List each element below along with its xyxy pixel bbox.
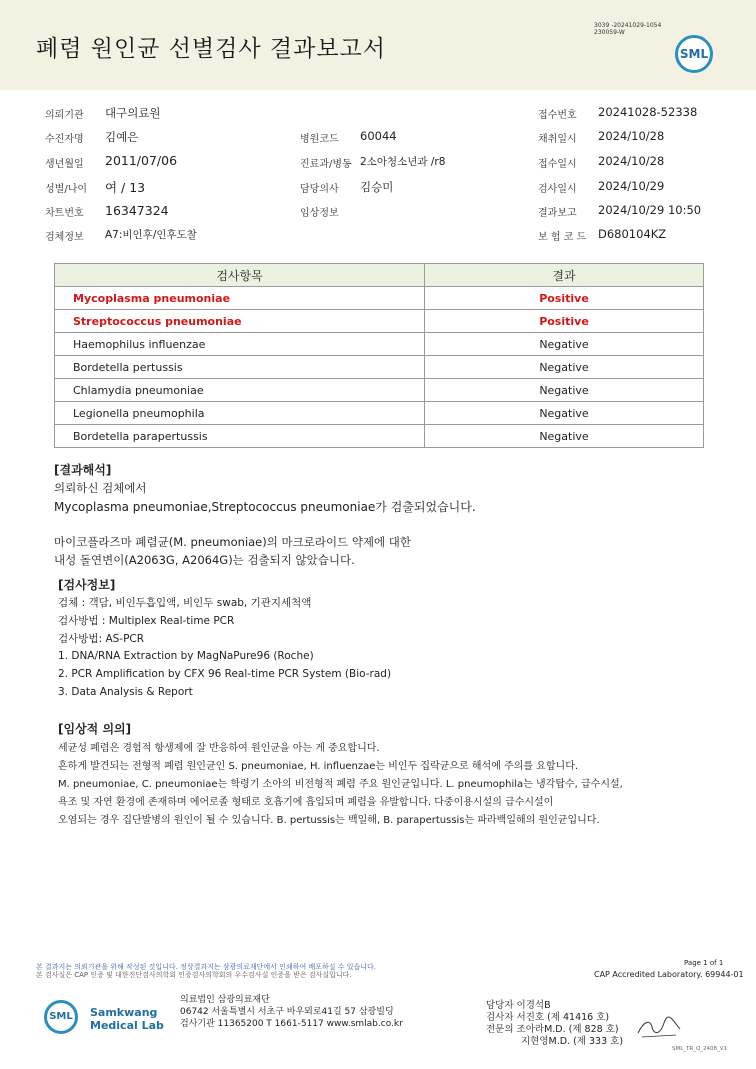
sml-logo: SML [675, 35, 713, 73]
info-value: 20241028-52338 [598, 105, 698, 119]
info-label: 의뢰기관 [45, 110, 84, 121]
staff-line: 지현영M.D. (제 333 호) [521, 1036, 624, 1047]
results-table [54, 263, 704, 448]
test-item: Streptococcus pneumoniae [55, 310, 425, 333]
test-result: Negative [425, 333, 704, 356]
info-label: 접수번호 [538, 110, 577, 121]
test-info-line: 검사방법 : Multiplex Real-time PCR [58, 615, 235, 627]
info-value: A7:비인후/인후도찰 [105, 229, 197, 241]
form-code: SML_TR_Q_2408_V1 [672, 1046, 728, 1052]
test-item: Chlamydia pneumoniae [55, 379, 425, 402]
document-code-line1: 3039 -20241029-1054 [594, 22, 662, 29]
info-label: 보 험 코 드 [538, 232, 587, 243]
clinical-title: [임상적 의의] [58, 722, 132, 736]
company-name [90, 1006, 164, 1032]
sml-footer-logo: SML [44, 1000, 78, 1034]
test-result: Negative [425, 356, 704, 379]
staff-line: 검사자 서진호 (제 41416 호) [486, 1012, 610, 1023]
clinical-line: 세균성 폐렴은 경험적 항생제에 잘 반응하여 원인균을 아는 게 중요합니다. [58, 743, 380, 754]
test-item: Legionella pneumophila [55, 402, 425, 425]
address-line: 검사기관 11365200 T 1661-5117 www.smlab.co.kr [180, 1019, 403, 1029]
info-label: 결과보고 [538, 208, 577, 219]
test-info-line: 검사방법: AS-PCR [58, 633, 145, 645]
clinical-line: 오염되는 경우 집단발병의 원인이 될 수 있습니다. B. pertussis는 백일해, B. parapertussis는 파라백일해의 원인균입니다. [58, 815, 600, 826]
info-label: 수진자명 [45, 134, 84, 145]
info-value: 대구의료원 [105, 106, 161, 120]
interpretation-line: 마이코플라즈마 폐렴균(M. pneumoniae)의 마크로라이드 약제에 대한 [54, 535, 412, 549]
address-line: 06742 서울특별시 서초구 바우뫼로41길 57 삼광빌딩 [180, 1007, 394, 1017]
footer-note: 본 결과지는 의뢰기관을 위해 작성된 것입니다. 정상결과지는 삼광의료재단에서 인쇄하여 배포하실 수 있습니다. [36, 963, 376, 971]
info-label: 검체정보 [45, 232, 84, 243]
info-label: 생년월일 [45, 159, 84, 170]
test-info-line: 검체 : 객담, 비인두흡입액, 비인두 swab, 기관지세척액 [58, 597, 312, 609]
info-label: 병원코드 [300, 134, 339, 145]
document-code [594, 22, 661, 36]
info-value: 2소아청소년과 /r8 [360, 156, 446, 168]
table-row [55, 356, 704, 379]
info-value: 여 / 13 [105, 180, 146, 195]
staff-line: 담당자 이경석B [486, 1000, 551, 1011]
company-name-line2: Medical Lab [90, 1019, 164, 1032]
clinical-line: 욕조 및 자연 환경에 존재하며 에어로졸 형태로 호흡기에 흡입되며 폐렴을 유발합니다. 다중이용시설의 급수시설이 [58, 797, 554, 808]
interpretation-line: Mycoplasma pneumoniae,Streptococcus pneumoniae가 검출되었습니다. [54, 500, 476, 514]
info-label: 담당의사 [300, 184, 339, 195]
test-info-line: 2. PCR Amplification by CFX 96 Real-time PCR System (Bio-rad) [58, 668, 392, 680]
table-row [55, 333, 704, 356]
info-value: D680104KZ [598, 227, 667, 241]
test-result: Negative [425, 402, 704, 425]
info-value: 2024/10/29 [598, 179, 665, 193]
info-label: 진료과/병동 [300, 159, 352, 170]
test-info-line: 3. Data Analysis & Report [58, 686, 193, 698]
page-title: 폐렴 원인균 선별검사 결과보고서 [36, 36, 386, 62]
test-item: Bordetella pertussis [55, 356, 425, 379]
interpretation-line: 의뢰하신 검체에서 [54, 481, 147, 495]
test-result: Negative [425, 379, 704, 402]
info-label: 접수일시 [538, 159, 577, 170]
info-value: 2024/10/29 10:50 [598, 203, 702, 217]
info-value: 2011/07/06 [105, 153, 178, 168]
info-value: 60044 [360, 129, 397, 143]
test-item: Bordetella parapertussis [55, 425, 425, 448]
address-line: 의료법인 삼광의료재단 [180, 995, 270, 1005]
table-header-row [55, 264, 704, 287]
column-header-result: 결과 [425, 264, 704, 287]
info-label: 채취일시 [538, 134, 577, 145]
test-info-line: 1. DNA/RNA Extraction by MagNaPure96 (Roche) [58, 650, 314, 662]
company-name-line1: Samkwang [90, 1006, 158, 1019]
test-item: Haemophilus influenzae [55, 333, 425, 356]
table-row [55, 287, 704, 310]
info-value: 2024/10/28 [598, 129, 665, 143]
info-label: 차트번호 [45, 208, 84, 219]
interpretation-title: [결과해석] [54, 463, 112, 477]
info-label: 임상정보 [300, 208, 339, 219]
table-row [55, 425, 704, 448]
footer-note: 본 검사실은 CAP 인증 및 대한진단검사의학회 인증검사의학회의 우수검사실 인증을 받은 검사실입니다. [36, 971, 352, 979]
document-code-line2: 230059-W [594, 29, 625, 36]
test-info-title: [검사정보] [58, 578, 116, 592]
test-result: Positive [425, 287, 704, 310]
info-value: 김승미 [360, 180, 394, 194]
column-header-item: 검사항목 [55, 264, 425, 287]
page-number: Page 1 of 1 [684, 959, 724, 967]
info-label: 검사일시 [538, 184, 577, 195]
signature-icon [636, 1015, 682, 1041]
staff-line: 전문의 조아라M.D. (제 828 호) [486, 1024, 619, 1035]
test-result: Positive [425, 310, 704, 333]
test-result: Negative [425, 425, 704, 448]
table-row [55, 379, 704, 402]
table-row [55, 310, 704, 333]
test-item: Mycoplasma pneumoniae [55, 287, 425, 310]
info-label: 성별/나이 [45, 184, 88, 195]
cap-accreditation: CAP Accredited Laboratory. 69944-01 [594, 970, 744, 979]
info-value: 2024/10/28 [598, 154, 665, 168]
table-row [55, 402, 704, 425]
interpretation-line: 내성 돌연변이(A2063G, A2064G)는 검출되지 않았습니다. [54, 553, 355, 567]
clinical-line: M. pneumoniae, C. pneumoniae는 학령기 소아의 비전형적 폐렴 주요 원인균입니다. L. pneumophila는 냉각탑수, 급수시설, [58, 779, 623, 790]
clinical-line: 흔하게 발견되는 전형적 폐렴 원인균인 S. pneumoniae, H. influenzae는 비인두 집락균으로 해석에 주의를 요합니다. [58, 761, 579, 772]
info-value: 16347324 [105, 203, 169, 218]
info-value: 김예은 [105, 130, 139, 144]
